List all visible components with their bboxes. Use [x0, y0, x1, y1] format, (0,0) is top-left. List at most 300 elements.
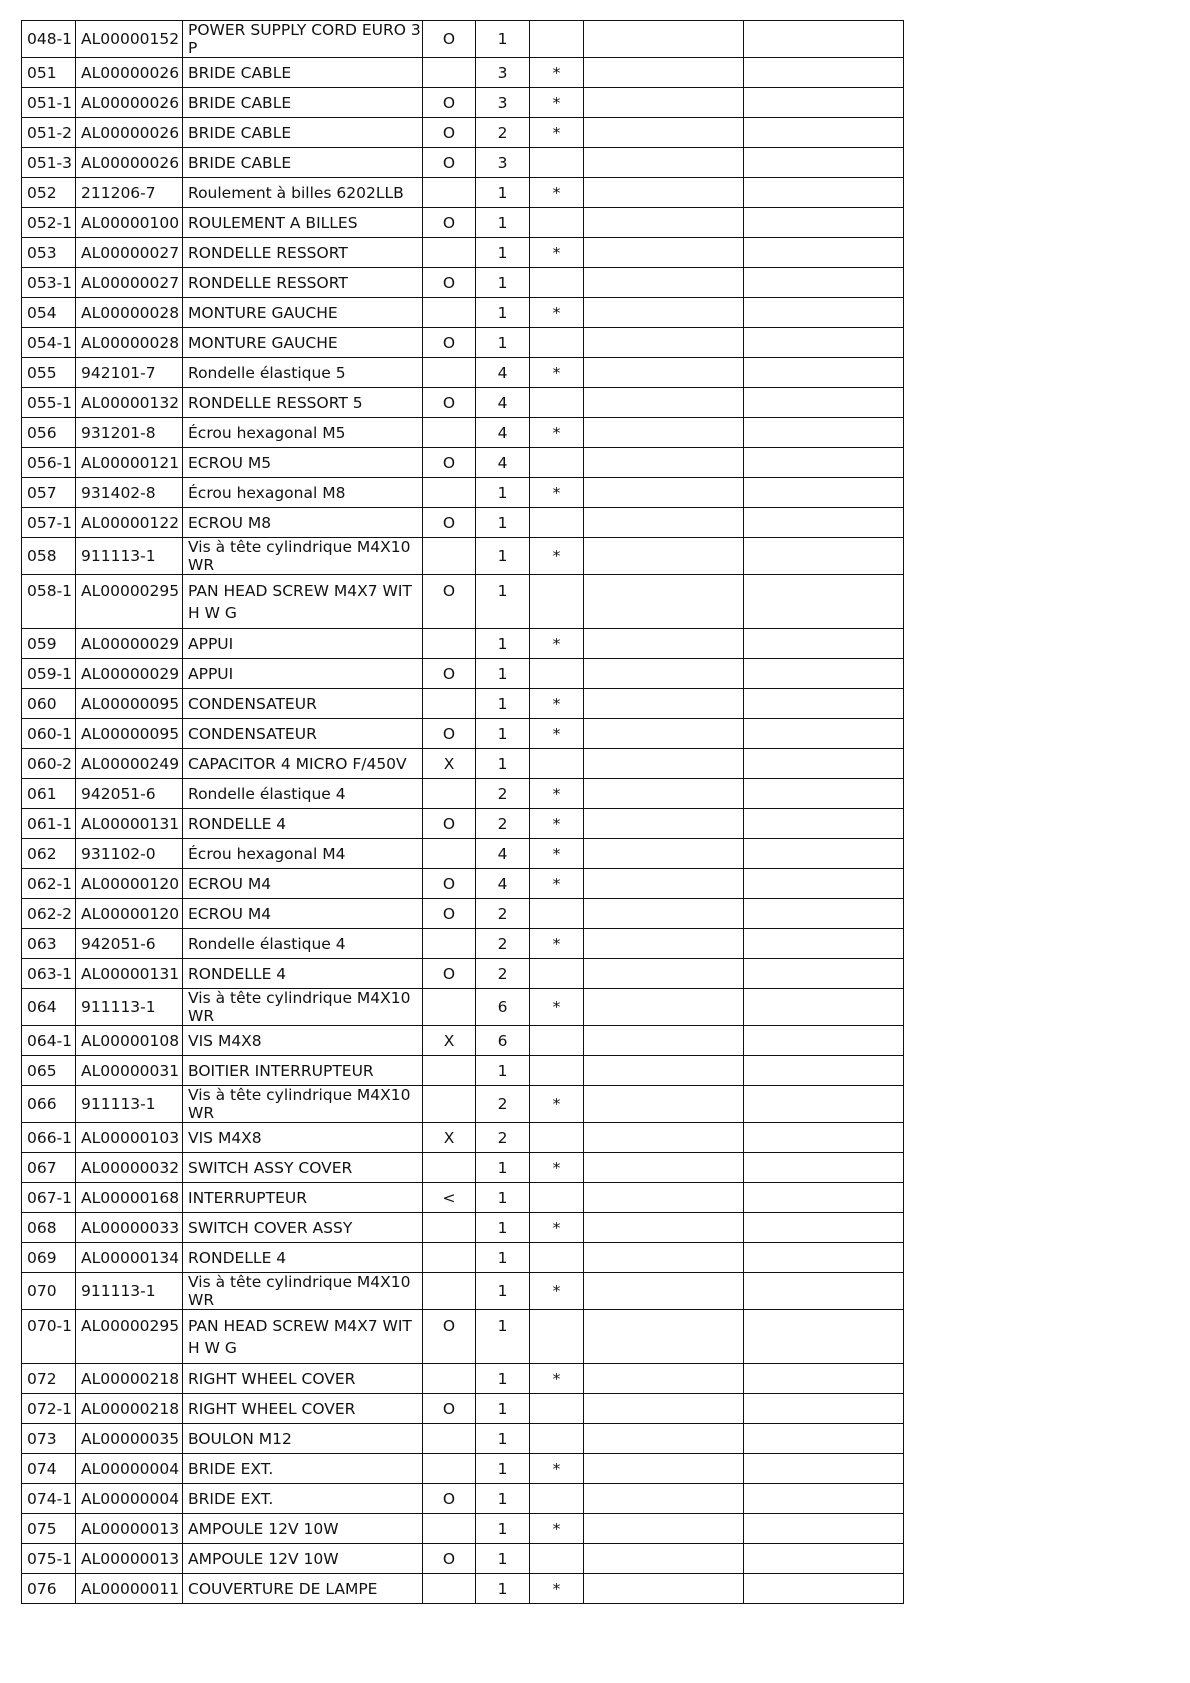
- description-cell: CONDENSATEUR: [183, 689, 423, 719]
- quantity-cell: 1: [476, 508, 530, 538]
- blank-cell: [744, 208, 904, 238]
- marker-cell: <: [423, 1183, 476, 1213]
- flag-cell: [530, 1544, 584, 1574]
- blank-cell: [584, 929, 744, 959]
- blank-cell: [584, 1574, 744, 1604]
- flag-cell: [530, 659, 584, 689]
- blank-cell: [744, 418, 904, 448]
- part-number-cell: AL00000026: [76, 148, 183, 178]
- quantity-cell: 2: [476, 779, 530, 809]
- blank-cell: [744, 575, 904, 629]
- table-row: [22, 989, 904, 1026]
- quantity-cell: 6: [476, 989, 530, 1026]
- flag-cell: *: [530, 88, 584, 118]
- description-cell: SWITCH ASSY COVER: [183, 1153, 423, 1183]
- flag-cell: [530, 1183, 584, 1213]
- table-row: [22, 689, 904, 719]
- quantity-cell: 1: [476, 1364, 530, 1394]
- blank-cell: [584, 388, 744, 418]
- marker-cell: O: [423, 118, 476, 148]
- flag-cell: [530, 1394, 584, 1424]
- description-cell: COUVERTURE DE LAMPE: [183, 1574, 423, 1604]
- description-cell: Rondelle élastique 5: [183, 358, 423, 388]
- flag-cell: [530, 1243, 584, 1273]
- item-number-cell: 074-1: [22, 1484, 76, 1514]
- blank-cell: [584, 1056, 744, 1086]
- blank-cell: [584, 575, 744, 629]
- part-number-cell: AL00000026: [76, 88, 183, 118]
- quantity-cell: 1: [476, 1484, 530, 1514]
- flag-cell: *: [530, 1273, 584, 1310]
- blank-cell: [744, 959, 904, 989]
- blank-cell: [584, 148, 744, 178]
- blank-cell: [744, 58, 904, 88]
- flag-cell: *: [530, 719, 584, 749]
- description-cell: RONDELLE 4: [183, 959, 423, 989]
- item-number-cell: 069: [22, 1243, 76, 1273]
- blank-cell: [584, 1424, 744, 1454]
- blank-cell: [584, 1243, 744, 1273]
- quantity-cell: 1: [476, 1394, 530, 1424]
- marker-cell: O: [423, 508, 476, 538]
- blank-cell: [584, 21, 744, 58]
- description-cell: VIS M4X8: [183, 1026, 423, 1056]
- quantity-cell: 2: [476, 959, 530, 989]
- flag-cell: [530, 1026, 584, 1056]
- quantity-cell: 1: [476, 1514, 530, 1544]
- part-number-cell: 942051-6: [76, 929, 183, 959]
- blank-cell: [744, 629, 904, 659]
- flag-cell: *: [530, 779, 584, 809]
- blank-cell: [584, 298, 744, 328]
- item-number-cell: 068: [22, 1213, 76, 1243]
- item-number-cell: 061-1: [22, 809, 76, 839]
- table-row: [22, 749, 904, 779]
- marker-cell: [423, 298, 476, 328]
- table-row: [22, 88, 904, 118]
- marker-cell: O: [423, 21, 476, 58]
- blank-cell: [744, 1026, 904, 1056]
- flag-cell: *: [530, 989, 584, 1026]
- item-number-cell: 070-1: [22, 1310, 76, 1364]
- marker-cell: [423, 689, 476, 719]
- flag-cell: *: [530, 629, 584, 659]
- marker-cell: [423, 989, 476, 1026]
- blank-cell: [584, 178, 744, 208]
- part-number-cell: AL00000095: [76, 719, 183, 749]
- marker-cell: O: [423, 148, 476, 178]
- table-row: [22, 508, 904, 538]
- marker-cell: O: [423, 575, 476, 629]
- description-cell: POWER SUPPLY CORD EURO 3P: [183, 21, 423, 58]
- item-number-cell: 065: [22, 1056, 76, 1086]
- table-row: [22, 1544, 904, 1574]
- flag-cell: *: [530, 839, 584, 869]
- item-number-cell: 072-1: [22, 1394, 76, 1424]
- marker-cell: [423, 929, 476, 959]
- quantity-cell: 1: [476, 238, 530, 268]
- description-cell: ECROU M4: [183, 899, 423, 929]
- table-row: [22, 58, 904, 88]
- table-row: [22, 1394, 904, 1424]
- table-row: [22, 839, 904, 869]
- item-number-cell: 062: [22, 839, 76, 869]
- quantity-cell: 1: [476, 478, 530, 508]
- quantity-cell: 6: [476, 1026, 530, 1056]
- table-row: [22, 1086, 904, 1123]
- quantity-cell: 1: [476, 1056, 530, 1086]
- blank-cell: [584, 358, 744, 388]
- item-number-cell: 060-2: [22, 749, 76, 779]
- blank-cell: [584, 508, 744, 538]
- blank-cell: [744, 779, 904, 809]
- blank-cell: [584, 1364, 744, 1394]
- description-cell: BRIDE CABLE: [183, 118, 423, 148]
- blank-cell: [744, 298, 904, 328]
- blank-cell: [584, 1183, 744, 1213]
- item-number-cell: 055: [22, 358, 76, 388]
- blank-cell: [584, 328, 744, 358]
- table-row: [22, 575, 904, 629]
- part-number-cell: AL00000028: [76, 298, 183, 328]
- item-number-cell: 066: [22, 1086, 76, 1123]
- description-cell: BRIDE EXT.: [183, 1454, 423, 1484]
- marker-cell: [423, 1514, 476, 1544]
- flag-cell: *: [530, 929, 584, 959]
- table-row: [22, 809, 904, 839]
- quantity-cell: 2: [476, 1086, 530, 1123]
- blank-cell: [584, 1310, 744, 1364]
- blank-cell: [584, 1273, 744, 1310]
- flag-cell: *: [530, 478, 584, 508]
- marker-cell: O: [423, 208, 476, 238]
- marker-cell: O: [423, 959, 476, 989]
- quantity-cell: 3: [476, 88, 530, 118]
- marker-cell: [423, 538, 476, 575]
- flag-cell: [530, 21, 584, 58]
- flag-cell: *: [530, 358, 584, 388]
- table-row: [22, 1183, 904, 1213]
- marker-cell: O: [423, 809, 476, 839]
- marker-cell: [423, 839, 476, 869]
- flag-cell: *: [530, 1153, 584, 1183]
- part-number-cell: AL00000011: [76, 1574, 183, 1604]
- marker-cell: O: [423, 328, 476, 358]
- part-number-cell: AL00000004: [76, 1484, 183, 1514]
- quantity-cell: 1: [476, 298, 530, 328]
- table-row: [22, 1454, 904, 1484]
- table-row: [22, 298, 904, 328]
- blank-cell: [744, 1544, 904, 1574]
- quantity-cell: 1: [476, 178, 530, 208]
- quantity-cell: 1: [476, 208, 530, 238]
- description-cell: CONDENSATEUR: [183, 719, 423, 749]
- part-number-cell: 911113-1: [76, 538, 183, 575]
- part-number-cell: AL00000031: [76, 1056, 183, 1086]
- flag-cell: [530, 899, 584, 929]
- flag-cell: [530, 749, 584, 779]
- description-cell: Vis à tête cylindrique M4X10 WR: [183, 538, 423, 575]
- quantity-cell: 4: [476, 839, 530, 869]
- blank-cell: [744, 1273, 904, 1310]
- marker-cell: X: [423, 1026, 476, 1056]
- item-number-cell: 052: [22, 178, 76, 208]
- table-row: [22, 448, 904, 478]
- quantity-cell: 1: [476, 1243, 530, 1273]
- item-number-cell: 073: [22, 1424, 76, 1454]
- description-cell: ECROU M4: [183, 869, 423, 899]
- quantity-cell: 1: [476, 719, 530, 749]
- blank-cell: [584, 238, 744, 268]
- quantity-cell: 1: [476, 1310, 530, 1364]
- blank-cell: [584, 1514, 744, 1544]
- part-number-cell: AL00000108: [76, 1026, 183, 1056]
- blank-cell: [584, 749, 744, 779]
- description-cell: AMPOULE 12V 10W: [183, 1514, 423, 1544]
- blank-cell: [744, 989, 904, 1026]
- table-row: [22, 1574, 904, 1604]
- flag-cell: *: [530, 1454, 584, 1484]
- part-number-cell: AL00000026: [76, 118, 183, 148]
- quantity-cell: 4: [476, 869, 530, 899]
- blank-cell: [744, 358, 904, 388]
- quantity-cell: 4: [476, 448, 530, 478]
- part-number-cell: 211206-7: [76, 178, 183, 208]
- item-number-cell: 067: [22, 1153, 76, 1183]
- blank-cell: [584, 779, 744, 809]
- table-row: [22, 208, 904, 238]
- item-number-cell: 053-1: [22, 268, 76, 298]
- blank-cell: [584, 1026, 744, 1056]
- marker-cell: X: [423, 1123, 476, 1153]
- item-number-cell: 066-1: [22, 1123, 76, 1153]
- flag-cell: [530, 575, 584, 629]
- flag-cell: [530, 959, 584, 989]
- item-number-cell: 060-1: [22, 719, 76, 749]
- item-number-cell: 061: [22, 779, 76, 809]
- blank-cell: [744, 268, 904, 298]
- table-row: [22, 929, 904, 959]
- blank-cell: [584, 1213, 744, 1243]
- part-number-cell: AL00000028: [76, 328, 183, 358]
- quantity-cell: 2: [476, 899, 530, 929]
- description-cell: SWITCH COVER ASSY: [183, 1213, 423, 1243]
- flag-cell: *: [530, 869, 584, 899]
- flag-cell: *: [530, 118, 584, 148]
- blank-cell: [584, 689, 744, 719]
- item-number-cell: 060: [22, 689, 76, 719]
- blank-cell: [584, 88, 744, 118]
- marker-cell: [423, 1086, 476, 1123]
- description-cell: ECROU M8: [183, 508, 423, 538]
- flag-cell: [530, 388, 584, 418]
- item-number-cell: 072: [22, 1364, 76, 1394]
- quantity-cell: 1: [476, 21, 530, 58]
- item-number-cell: 051-1: [22, 88, 76, 118]
- blank-cell: [744, 869, 904, 899]
- blank-cell: [584, 659, 744, 689]
- flag-cell: [530, 508, 584, 538]
- description-cell: VIS M4X8: [183, 1123, 423, 1153]
- blank-cell: [744, 88, 904, 118]
- marker-cell: O: [423, 899, 476, 929]
- marker-cell: [423, 178, 476, 208]
- flag-cell: [530, 1310, 584, 1364]
- item-number-cell: 062-2: [22, 899, 76, 929]
- blank-cell: [744, 1056, 904, 1086]
- marker-cell: [423, 1243, 476, 1273]
- part-number-cell: 931102-0: [76, 839, 183, 869]
- flag-cell: *: [530, 1213, 584, 1243]
- item-number-cell: 064: [22, 989, 76, 1026]
- blank-cell: [744, 388, 904, 418]
- parts-table-body: [22, 21, 904, 1604]
- quantity-cell: 1: [476, 328, 530, 358]
- description-cell: Écrou hexagonal M4: [183, 839, 423, 869]
- blank-cell: [744, 659, 904, 689]
- item-number-cell: 051-3: [22, 148, 76, 178]
- part-number-cell: 911113-1: [76, 1086, 183, 1123]
- blank-cell: [584, 1454, 744, 1484]
- part-number-cell: AL00000134: [76, 1243, 183, 1273]
- marker-cell: [423, 1056, 476, 1086]
- blank-cell: [744, 478, 904, 508]
- flag-cell: *: [530, 238, 584, 268]
- table-row: [22, 358, 904, 388]
- quantity-cell: 2: [476, 118, 530, 148]
- table-row: [22, 899, 904, 929]
- table-row: [22, 328, 904, 358]
- blank-cell: [744, 1243, 904, 1273]
- description-cell: ECROU M5: [183, 448, 423, 478]
- flag-cell: [530, 208, 584, 238]
- part-number-cell: AL00000152: [76, 21, 183, 58]
- table-row: [22, 779, 904, 809]
- blank-cell: [744, 839, 904, 869]
- quantity-cell: 1: [476, 1183, 530, 1213]
- blank-cell: [584, 268, 744, 298]
- description-cell: Rondelle élastique 4: [183, 929, 423, 959]
- blank-cell: [584, 629, 744, 659]
- blank-cell: [584, 478, 744, 508]
- blank-cell: [744, 1424, 904, 1454]
- part-number-cell: AL00000168: [76, 1183, 183, 1213]
- item-number-cell: 059-1: [22, 659, 76, 689]
- blank-cell: [744, 1514, 904, 1544]
- blank-cell: [744, 1364, 904, 1394]
- quantity-cell: 1: [476, 1574, 530, 1604]
- quantity-cell: 4: [476, 358, 530, 388]
- table-row: [22, 21, 904, 58]
- blank-cell: [744, 448, 904, 478]
- flag-cell: *: [530, 298, 584, 328]
- description-cell: INTERRUPTEUR: [183, 1183, 423, 1213]
- description-cell: RONDELLE 4: [183, 809, 423, 839]
- item-number-cell: 054-1: [22, 328, 76, 358]
- part-number-cell: 911113-1: [76, 989, 183, 1026]
- item-number-cell: 055-1: [22, 388, 76, 418]
- blank-cell: [744, 1454, 904, 1484]
- flag-cell: [530, 148, 584, 178]
- marker-cell: [423, 1574, 476, 1604]
- description-cell: MONTURE GAUCHE: [183, 328, 423, 358]
- blank-cell: [744, 148, 904, 178]
- part-number-cell: AL00000004: [76, 1454, 183, 1484]
- quantity-cell: 2: [476, 929, 530, 959]
- blank-cell: [584, 118, 744, 148]
- table-row: [22, 418, 904, 448]
- blank-cell: [744, 1310, 904, 1364]
- quantity-cell: 1: [476, 1424, 530, 1454]
- part-number-cell: 942101-7: [76, 358, 183, 388]
- marker-cell: [423, 779, 476, 809]
- blank-cell: [584, 1123, 744, 1153]
- item-number-cell: 067-1: [22, 1183, 76, 1213]
- marker-cell: [423, 1454, 476, 1484]
- item-number-cell: 063: [22, 929, 76, 959]
- parts-table: [21, 20, 904, 1604]
- item-number-cell: 051: [22, 58, 76, 88]
- description-cell: Rondelle élastique 4: [183, 779, 423, 809]
- table-row: [22, 478, 904, 508]
- item-number-cell: 075: [22, 1514, 76, 1544]
- part-number-cell: AL00000131: [76, 959, 183, 989]
- marker-cell: [423, 1364, 476, 1394]
- blank-cell: [584, 448, 744, 478]
- item-number-cell: 053: [22, 238, 76, 268]
- description-cell: CAPACITOR 4 MICRO F/450V: [183, 749, 423, 779]
- marker-cell: O: [423, 1310, 476, 1364]
- blank-cell: [584, 418, 744, 448]
- table-row: [22, 118, 904, 148]
- part-number-cell: AL00000013: [76, 1514, 183, 1544]
- flag-cell: *: [530, 58, 584, 88]
- part-number-cell: AL00000295: [76, 575, 183, 629]
- marker-cell: [423, 629, 476, 659]
- blank-cell: [744, 238, 904, 268]
- quantity-cell: 3: [476, 58, 530, 88]
- blank-cell: [744, 328, 904, 358]
- blank-cell: [744, 178, 904, 208]
- item-number-cell: 064-1: [22, 1026, 76, 1056]
- marker-cell: X: [423, 749, 476, 779]
- marker-cell: [423, 1213, 476, 1243]
- flag-cell: [530, 448, 584, 478]
- part-number-cell: 931402-8: [76, 478, 183, 508]
- blank-cell: [744, 1183, 904, 1213]
- description-cell: Écrou hexagonal M8: [183, 478, 423, 508]
- table-row: [22, 1514, 904, 1544]
- blank-cell: [584, 959, 744, 989]
- flag-cell: [530, 268, 584, 298]
- table-row: [22, 659, 904, 689]
- marker-cell: O: [423, 88, 476, 118]
- blank-cell: [744, 749, 904, 779]
- blank-cell: [744, 508, 904, 538]
- flag-cell: [530, 1056, 584, 1086]
- description-cell: PAN HEAD SCREW M4X7 WITH W G: [183, 1310, 423, 1364]
- marker-cell: [423, 1424, 476, 1454]
- description-cell: APPUI: [183, 629, 423, 659]
- blank-cell: [584, 839, 744, 869]
- quantity-cell: 1: [476, 1544, 530, 1574]
- marker-cell: O: [423, 869, 476, 899]
- marker-cell: O: [423, 1394, 476, 1424]
- quantity-cell: 1: [476, 1213, 530, 1243]
- part-number-cell: AL00000295: [76, 1310, 183, 1364]
- description-cell: ROULEMENT A BILLES: [183, 208, 423, 238]
- part-number-cell: AL00000218: [76, 1364, 183, 1394]
